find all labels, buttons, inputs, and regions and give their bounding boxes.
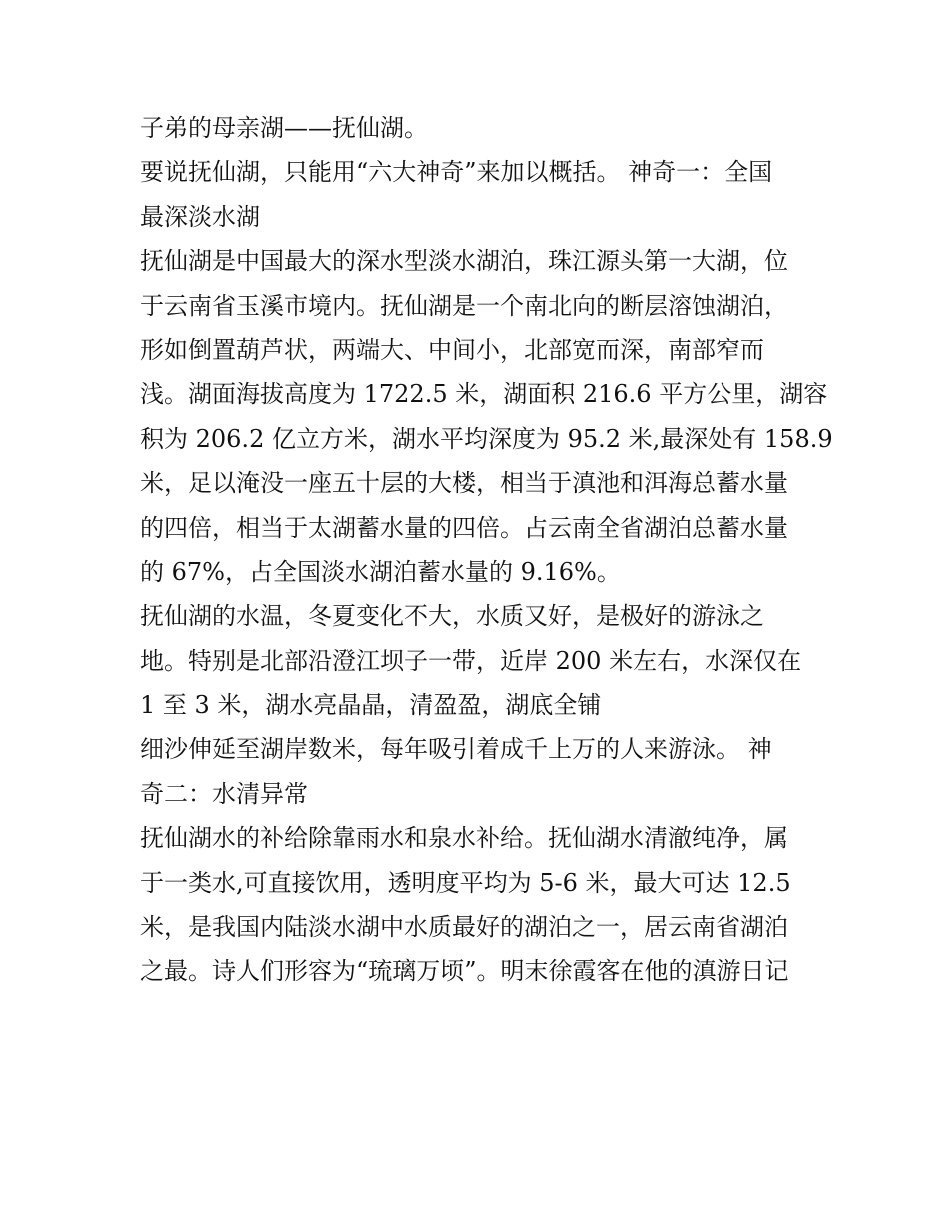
text-line: 抚仙湖的水温，冬夏变化不大，水质又好，是极好的游泳之 bbox=[140, 602, 764, 631]
text-line: 奇二：水清异常 bbox=[140, 779, 308, 808]
text-line: 最深淡水湖 bbox=[140, 202, 260, 231]
text-line: 的四倍，相当于太湖蓄水量的四倍。占云南全省湖泊总蓄水量 bbox=[140, 513, 788, 542]
text-line: 米，是我国内陆淡水湖中水质最好的湖泊之一，居云南省湖泊 bbox=[140, 913, 788, 942]
text-line: 的 67%，占全国淡水湖泊蓄水量的 9.16%。 bbox=[140, 557, 621, 586]
text-line: 抚仙湖是中国最大的深水型淡水湖泊，珠江源头第一大湖，位 bbox=[140, 247, 788, 276]
text-line: 要说抚仙湖，只能用“六大神奇”来加以概括。 神奇一：全国 bbox=[140, 158, 773, 187]
text-line: 地。特别是北部沿澄江坝子一带，近岸 200 米左右，水深仅在 bbox=[140, 646, 802, 675]
text-line: 积为 206.2 亿立方米，湖水平均深度为 95.2 米,最深处有 158.9 bbox=[140, 424, 833, 453]
text-line: 之最。诗人们形容为“琉璃万顷”。明末徐霞客在他的滇游日记 bbox=[140, 957, 789, 986]
body-text bbox=[140, 106, 833, 994]
text-line: 子弟的母亲湖——抚仙湖。 bbox=[140, 114, 428, 142]
text-line: 抚仙湖水的补给除靠雨水和泉水补给。抚仙湖水清澈纯净，属 bbox=[140, 824, 788, 853]
text-line: 1 至 3 米，湖水亮晶晶，清盈盈，湖底全铺 bbox=[140, 691, 602, 720]
text-line: 形如倒置葫芦状，两端大、中间小，北部宽而深，南部窄而 bbox=[140, 335, 764, 364]
text-line: 米，足以淹没一座五十层的大楼，相当于滇池和洱海总蓄水量 bbox=[140, 469, 788, 498]
text-line: 于云南省玉溪市境内。抚仙湖是一个南北向的断层溶蚀湖泊， bbox=[140, 291, 788, 320]
text-line: 于一类水,可直接饮用，透明度平均为 5-6 米，最大可达 12.5 bbox=[140, 868, 791, 897]
text-line: 细沙伸延至湖岸数米，每年吸引着成千上万的人来游泳。 神 bbox=[140, 735, 772, 764]
text-line: 浅。湖面海拔高度为 1722.5 米，湖面积 216.6 平方公里，湖容 bbox=[140, 380, 828, 409]
